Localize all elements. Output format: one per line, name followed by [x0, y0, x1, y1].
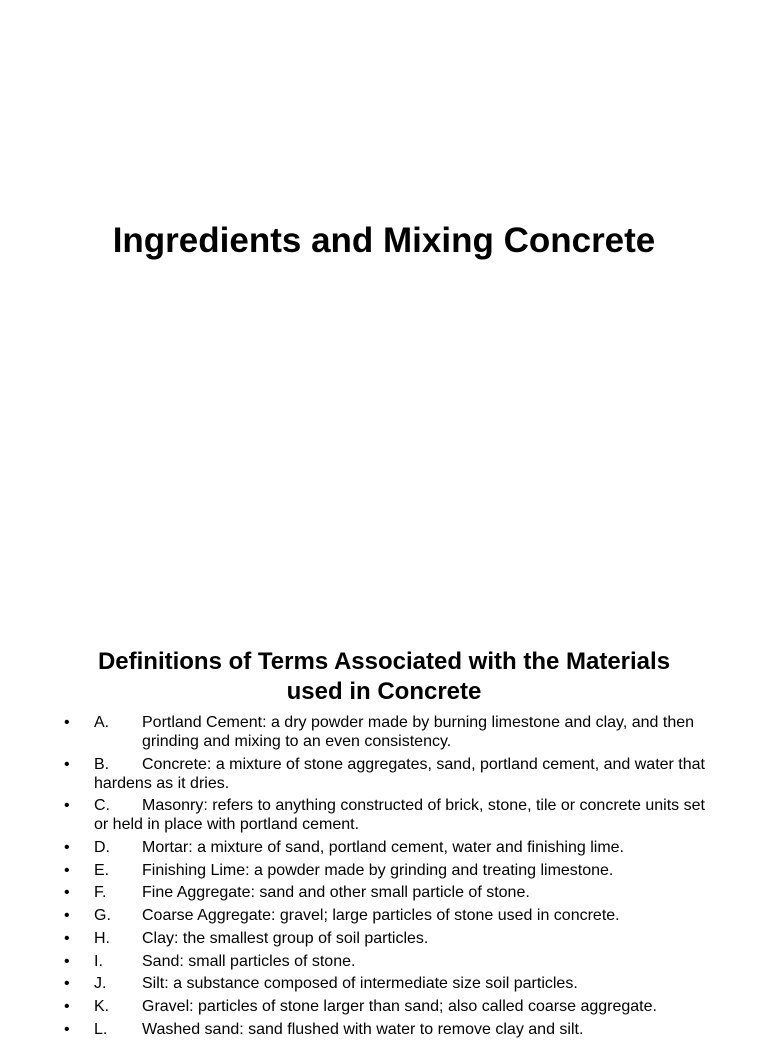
definition-item [0, 974, 768, 993]
bullet-icon: • [64, 997, 70, 1015]
item-letter: K. [94, 997, 110, 1015]
bullet-icon: • [64, 884, 70, 902]
item-letter: I. [94, 952, 103, 970]
item-text: Concrete: a mixture of stone aggregates, sand, portland cement, and water that hardens as it dries. [94, 755, 705, 792]
item-letter: G. [94, 907, 111, 925]
definition-item [0, 861, 768, 880]
definitions-list [0, 713, 768, 1042]
item-letter: F. [94, 884, 107, 902]
bullet-icon: • [64, 952, 70, 970]
item-letter: J. [94, 975, 107, 993]
definition-item [0, 713, 768, 751]
bullet-icon: • [64, 755, 70, 773]
definition-item [0, 1020, 768, 1039]
bullet-icon: • [64, 907, 70, 925]
item-letter: E. [94, 861, 110, 879]
bullet-icon: • [64, 861, 70, 879]
item-text: Sand: small particles of stone. [142, 952, 356, 970]
definition-item [0, 997, 768, 1016]
item-text: Masonry: refers to anything constructed of brick, stone, tile or concrete units set or held in place with portland cement. [94, 797, 705, 834]
definition-item [0, 929, 768, 948]
item-text: Coarse Aggregate: gravel; large particles of stone used in concrete. [142, 907, 620, 925]
item-letter: H. [94, 929, 110, 947]
item-text: Mortar: a mixture of sand, portland cement, water and finishing lime. [142, 839, 624, 857]
bullet-icon: • [64, 797, 70, 815]
slide-title: Ingredients and Mixing Concrete [112, 221, 656, 260]
section-heading-line-1: Definitions of Terms Associated with the Materials [97, 648, 671, 675]
item-letter: C. [94, 797, 110, 815]
bullet-icon: • [64, 839, 70, 857]
definition-item [0, 755, 768, 793]
bullet-icon: • [64, 714, 70, 731]
definition-item [0, 952, 768, 971]
item-letter: L. [94, 1020, 108, 1038]
item-text: Washed sand: sand flushed with water to remove clay and silt. [142, 1020, 584, 1038]
item-text: Fine Aggregate: sand and other small particle of stone. [142, 884, 530, 902]
item-letter: D. [94, 839, 110, 857]
bullet-icon: • [64, 1020, 70, 1038]
item-letter: A. [94, 714, 110, 731]
definition-item [0, 883, 768, 902]
item-text: Gravel: particles of stone larger than sand; also called coarse aggregate. [142, 997, 657, 1015]
item-text: Portland Cement: a dry powder made by burning limestone and clay, and then grinding and mixing to an even consistency. [142, 714, 695, 750]
bullet-icon: • [64, 929, 70, 947]
bullet-icon: • [64, 975, 70, 993]
item-text: Clay: the smallest group of soil particles. [142, 929, 429, 947]
section-heading [50, 647, 718, 707]
definition-item [0, 838, 768, 857]
section-heading-line-2: used in Concrete [286, 678, 482, 705]
item-text: Silt: a substance composed of intermediate size soil particles. [142, 975, 578, 993]
item-letter: B. [94, 755, 110, 773]
definition-item [0, 796, 768, 834]
item-text: Finishing Lime: a powder made by grinding and treating limestone. [142, 861, 614, 879]
definition-item [0, 906, 768, 925]
